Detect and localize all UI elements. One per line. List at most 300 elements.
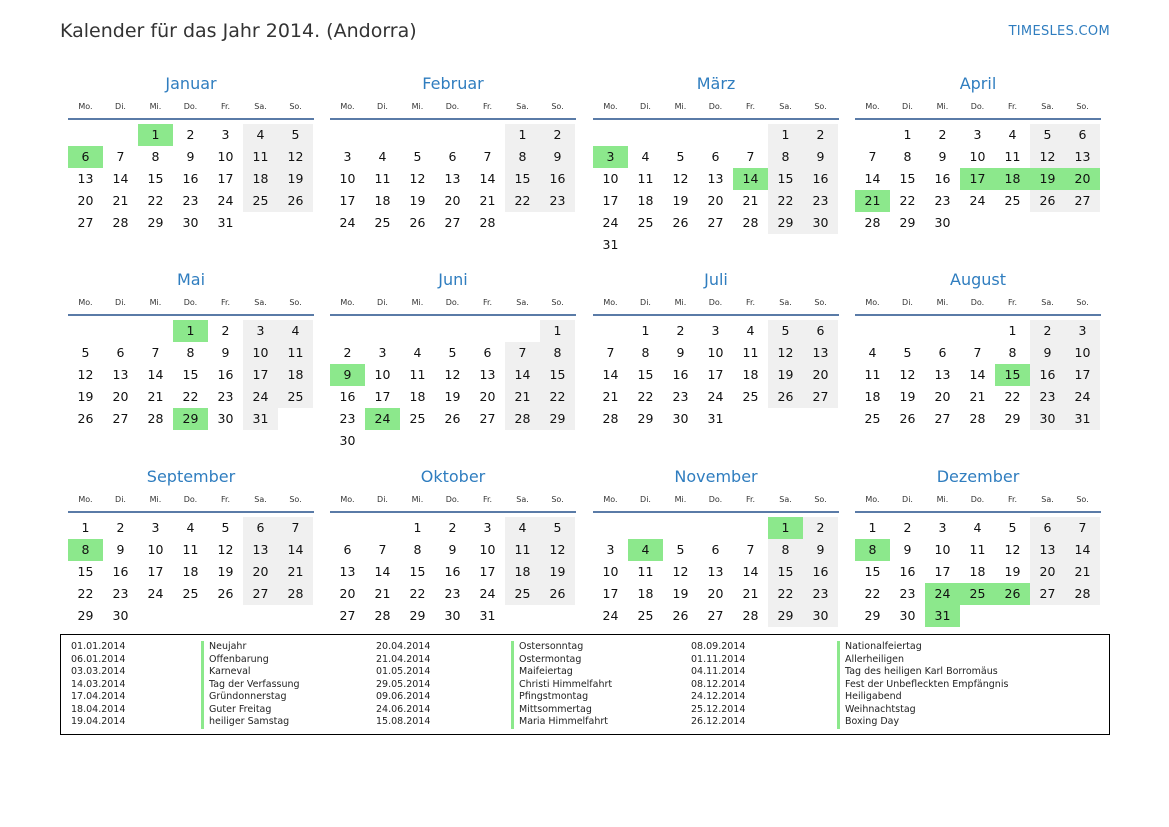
day-cell[interactable]: 12 <box>540 539 575 561</box>
day-cell[interactable]: 28 <box>602 411 619 426</box>
day-cell[interactable]: 12 <box>444 367 461 382</box>
day-cell[interactable]: 14 <box>505 364 540 386</box>
day-cell[interactable]: 21 <box>1065 561 1100 583</box>
day-cell[interactable]: 11 <box>278 342 313 364</box>
day-cell[interactable]: 29 <box>409 608 426 623</box>
day-cell[interactable]: 15 <box>182 367 199 382</box>
day-cell[interactable]: 14 <box>374 564 391 579</box>
day-cell[interactable]: 22 <box>899 193 916 208</box>
day-cell[interactable]: 8 <box>540 342 575 364</box>
day-cell[interactable]: 31 <box>602 237 619 252</box>
day-cell[interactable]: 24 <box>147 586 164 601</box>
day-cell[interactable]: 22 <box>540 386 575 408</box>
day-cell[interactable]: 2 <box>540 124 575 146</box>
day-cell[interactable]: 8 <box>505 146 540 168</box>
day-cell[interactable]: 5 <box>413 149 422 164</box>
day-cell[interactable]: 26 <box>672 215 689 230</box>
day-cell[interactable]: 20 <box>479 389 496 404</box>
day-cell[interactable]: 22 <box>409 586 426 601</box>
day-cell[interactable]: 1 <box>903 127 912 142</box>
day-cell[interactable]: 25 <box>505 583 540 605</box>
holiday-day-cell[interactable]: 18 <box>995 168 1030 190</box>
holiday-day-cell[interactable]: 26 <box>995 583 1030 605</box>
day-cell[interactable]: 5 <box>540 517 575 539</box>
day-cell[interactable]: 9 <box>938 149 947 164</box>
day-cell[interactable]: 18 <box>864 389 881 404</box>
day-cell[interactable]: 26 <box>672 608 689 623</box>
day-cell[interactable]: 25 <box>637 215 654 230</box>
day-cell[interactable]: 6 <box>1030 517 1065 539</box>
day-cell[interactable]: 22 <box>637 389 654 404</box>
day-cell[interactable]: 13 <box>479 367 496 382</box>
day-cell[interactable]: 16 <box>339 389 356 404</box>
day-cell[interactable]: 7 <box>483 149 492 164</box>
day-cell[interactable]: 15 <box>505 168 540 190</box>
day-cell[interactable]: 10 <box>602 171 619 186</box>
day-cell[interactable]: 20 <box>803 364 838 386</box>
day-cell[interactable]: 18 <box>374 193 391 208</box>
day-cell[interactable]: 16 <box>934 171 951 186</box>
day-cell[interactable]: 23 <box>1030 386 1065 408</box>
day-cell[interactable]: 12 <box>278 146 313 168</box>
day-cell[interactable]: 16 <box>112 564 129 579</box>
day-cell[interactable]: 27 <box>707 608 724 623</box>
day-cell[interactable]: 17 <box>707 367 724 382</box>
day-cell[interactable]: 3 <box>221 127 230 142</box>
day-cell[interactable]: 11 <box>637 171 654 186</box>
day-cell[interactable]: 27 <box>1065 190 1100 212</box>
day-cell[interactable]: 4 <box>278 320 313 342</box>
day-cell[interactable]: 15 <box>899 171 916 186</box>
day-cell[interactable]: 25 <box>1004 193 1021 208</box>
holiday-day-cell[interactable]: 19 <box>1030 168 1065 190</box>
holiday-day-cell[interactable]: 1 <box>173 320 208 342</box>
day-cell[interactable]: 4 <box>378 149 387 164</box>
day-cell[interactable]: 12 <box>672 564 689 579</box>
holiday-day-cell[interactable]: 17 <box>960 168 995 190</box>
day-cell[interactable]: 19 <box>540 561 575 583</box>
day-cell[interactable]: 6 <box>1065 124 1100 146</box>
day-cell[interactable]: 9 <box>448 542 457 557</box>
day-cell[interactable]: 20 <box>339 586 356 601</box>
day-cell[interactable]: 22 <box>1004 389 1021 404</box>
day-cell[interactable]: 8 <box>1008 345 1017 360</box>
holiday-day-cell[interactable]: 29 <box>173 408 208 430</box>
day-cell[interactable]: 27 <box>112 411 129 426</box>
day-cell[interactable]: 21 <box>479 193 496 208</box>
day-cell[interactable]: 13 <box>444 171 461 186</box>
day-cell[interactable]: 23 <box>217 389 234 404</box>
day-cell[interactable]: 13 <box>1065 146 1100 168</box>
day-cell[interactable]: 25 <box>278 386 313 408</box>
day-cell[interactable]: 22 <box>864 586 881 601</box>
day-cell[interactable]: 10 <box>934 542 951 557</box>
day-cell[interactable]: 5 <box>676 149 685 164</box>
day-cell[interactable]: 14 <box>969 367 986 382</box>
day-cell[interactable]: 2 <box>938 127 947 142</box>
day-cell[interactable]: 30 <box>182 215 199 230</box>
day-cell[interactable]: 24 <box>479 586 496 601</box>
day-cell[interactable]: 11 <box>243 146 278 168</box>
day-cell[interactable]: 18 <box>742 367 759 382</box>
day-cell[interactable]: 24 <box>243 386 278 408</box>
day-cell[interactable]: 31 <box>243 408 278 430</box>
day-cell[interactable]: 4 <box>413 345 422 360</box>
day-cell[interactable]: 20 <box>707 586 724 601</box>
day-cell[interactable]: 7 <box>278 517 313 539</box>
holiday-day-cell[interactable]: 15 <box>995 364 1030 386</box>
day-cell[interactable]: 21 <box>147 389 164 404</box>
day-cell[interactable]: 25 <box>409 411 426 426</box>
day-cell[interactable]: 28 <box>112 215 129 230</box>
day-cell[interactable]: 23 <box>182 193 199 208</box>
day-cell[interactable]: 16 <box>540 168 575 190</box>
day-cell[interactable]: 16 <box>803 168 838 190</box>
day-cell[interactable]: 16 <box>672 367 689 382</box>
day-cell[interactable]: 9 <box>803 539 838 561</box>
day-cell[interactable]: 7 <box>973 345 982 360</box>
day-cell[interactable]: 16 <box>803 561 838 583</box>
day-cell[interactable]: 11 <box>409 367 426 382</box>
day-cell[interactable]: 23 <box>803 190 838 212</box>
day-cell[interactable]: 26 <box>1030 190 1065 212</box>
day-cell[interactable]: 1 <box>768 124 803 146</box>
day-cell[interactable]: 24 <box>969 193 986 208</box>
day-cell[interactable]: 28 <box>505 408 540 430</box>
day-cell[interactable]: 9 <box>116 542 125 557</box>
day-cell[interactable]: 27 <box>1030 583 1065 605</box>
day-cell[interactable]: 26 <box>444 411 461 426</box>
day-cell[interactable]: 15 <box>409 564 426 579</box>
day-cell[interactable]: 26 <box>768 386 803 408</box>
day-cell[interactable]: 5 <box>768 320 803 342</box>
day-cell[interactable]: 7 <box>746 149 755 164</box>
day-cell[interactable]: 3 <box>1065 320 1100 342</box>
day-cell[interactable]: 30 <box>934 215 951 230</box>
day-cell[interactable]: 3 <box>711 323 720 338</box>
day-cell[interactable]: 12 <box>1004 542 1021 557</box>
day-cell[interactable]: 23 <box>540 190 575 212</box>
holiday-day-cell[interactable]: 9 <box>330 364 365 386</box>
day-cell[interactable]: 16 <box>899 564 916 579</box>
holiday-day-cell[interactable]: 20 <box>1065 168 1100 190</box>
day-cell[interactable]: 8 <box>151 149 160 164</box>
day-cell[interactable]: 1 <box>868 520 877 535</box>
day-cell[interactable]: 24 <box>707 389 724 404</box>
day-cell[interactable]: 19 <box>409 193 426 208</box>
day-cell[interactable]: 2 <box>116 520 125 535</box>
day-cell[interactable]: 24 <box>602 215 619 230</box>
day-cell[interactable]: 10 <box>1065 342 1100 364</box>
day-cell[interactable]: 28 <box>864 215 881 230</box>
day-cell[interactable]: 23 <box>672 389 689 404</box>
day-cell[interactable]: 15 <box>540 364 575 386</box>
day-cell[interactable]: 6 <box>711 149 720 164</box>
day-cell[interactable]: 26 <box>540 583 575 605</box>
day-cell[interactable]: 28 <box>374 608 391 623</box>
day-cell[interactable]: 11 <box>969 542 986 557</box>
day-cell[interactable]: 17 <box>339 193 356 208</box>
day-cell[interactable]: 13 <box>112 367 129 382</box>
day-cell[interactable]: 15 <box>768 168 803 190</box>
day-cell[interactable]: 5 <box>221 520 230 535</box>
day-cell[interactable]: 28 <box>1065 583 1100 605</box>
day-cell[interactable]: 12 <box>409 171 426 186</box>
day-cell[interactable]: 17 <box>602 193 619 208</box>
day-cell[interactable]: 18 <box>278 364 313 386</box>
day-cell[interactable]: 19 <box>672 193 689 208</box>
holiday-day-cell[interactable]: 1 <box>768 517 803 539</box>
day-cell[interactable]: 9 <box>221 345 230 360</box>
day-cell[interactable]: 18 <box>243 168 278 190</box>
day-cell[interactable]: 21 <box>602 389 619 404</box>
day-cell[interactable]: 30 <box>803 605 838 627</box>
day-cell[interactable]: 29 <box>1004 411 1021 426</box>
day-cell[interactable]: 28 <box>742 215 759 230</box>
day-cell[interactable]: 18 <box>637 586 654 601</box>
day-cell[interactable]: 29 <box>864 608 881 623</box>
day-cell[interactable]: 6 <box>448 149 457 164</box>
day-cell[interactable]: 15 <box>768 561 803 583</box>
day-cell[interactable]: 22 <box>768 583 803 605</box>
day-cell[interactable]: 11 <box>182 542 199 557</box>
day-cell[interactable]: 4 <box>243 124 278 146</box>
day-cell[interactable]: 7 <box>746 542 755 557</box>
day-cell[interactable]: 13 <box>707 564 724 579</box>
day-cell[interactable]: 8 <box>768 146 803 168</box>
day-cell[interactable]: 24 <box>1065 386 1100 408</box>
day-cell[interactable]: 4 <box>868 345 877 360</box>
day-cell[interactable]: 14 <box>742 564 759 579</box>
day-cell[interactable]: 29 <box>637 411 654 426</box>
day-cell[interactable]: 14 <box>479 171 496 186</box>
day-cell[interactable]: 14 <box>864 171 881 186</box>
day-cell[interactable]: 20 <box>112 389 129 404</box>
day-cell[interactable]: 20 <box>707 193 724 208</box>
day-cell[interactable]: 8 <box>413 542 422 557</box>
day-cell[interactable]: 10 <box>969 149 986 164</box>
day-cell[interactable]: 23 <box>112 586 129 601</box>
day-cell[interactable]: 30 <box>112 608 129 623</box>
day-cell[interactable]: 30 <box>1030 408 1065 430</box>
day-cell[interactable]: 21 <box>505 386 540 408</box>
day-cell[interactable]: 19 <box>1004 564 1021 579</box>
day-cell[interactable]: 8 <box>186 345 195 360</box>
day-cell[interactable]: 15 <box>864 564 881 579</box>
day-cell[interactable]: 29 <box>540 408 575 430</box>
day-cell[interactable]: 31 <box>1065 408 1100 430</box>
day-cell[interactable]: 12 <box>672 171 689 186</box>
day-cell[interactable]: 7 <box>1065 517 1100 539</box>
day-cell[interactable]: 1 <box>641 323 650 338</box>
day-cell[interactable]: 1 <box>505 124 540 146</box>
day-cell[interactable]: 20 <box>934 389 951 404</box>
day-cell[interactable]: 30 <box>672 411 689 426</box>
day-cell[interactable]: 17 <box>934 564 951 579</box>
day-cell[interactable]: 2 <box>186 127 195 142</box>
day-cell[interactable]: 9 <box>903 542 912 557</box>
day-cell[interactable]: 21 <box>112 193 129 208</box>
day-cell[interactable]: 25 <box>182 586 199 601</box>
day-cell[interactable]: 17 <box>602 586 619 601</box>
day-cell[interactable]: 15 <box>147 171 164 186</box>
day-cell[interactable]: 16 <box>182 171 199 186</box>
day-cell[interactable]: 3 <box>483 520 492 535</box>
day-cell[interactable]: 19 <box>77 389 94 404</box>
day-cell[interactable]: 21 <box>742 193 759 208</box>
day-cell[interactable]: 26 <box>217 586 234 601</box>
day-cell[interactable]: 14 <box>1065 539 1100 561</box>
day-cell[interactable]: 29 <box>768 212 803 234</box>
day-cell[interactable]: 25 <box>742 389 759 404</box>
holiday-day-cell[interactable]: 4 <box>628 539 663 561</box>
day-cell[interactable]: 28 <box>969 411 986 426</box>
day-cell[interactable]: 31 <box>217 215 234 230</box>
day-cell[interactable]: 3 <box>151 520 160 535</box>
day-cell[interactable]: 2 <box>803 124 838 146</box>
day-cell[interactable]: 6 <box>938 345 947 360</box>
day-cell[interactable]: 3 <box>606 542 615 557</box>
day-cell[interactable]: 10 <box>339 171 356 186</box>
day-cell[interactable]: 18 <box>182 564 199 579</box>
day-cell[interactable]: 3 <box>243 320 278 342</box>
day-cell[interactable]: 7 <box>378 542 387 557</box>
day-cell[interactable]: 23 <box>803 583 838 605</box>
day-cell[interactable]: 24 <box>339 215 356 230</box>
day-cell[interactable]: 6 <box>711 542 720 557</box>
day-cell[interactable]: 26 <box>899 411 916 426</box>
day-cell[interactable]: 13 <box>934 367 951 382</box>
day-cell[interactable]: 19 <box>768 364 803 386</box>
day-cell[interactable]: 22 <box>768 190 803 212</box>
day-cell[interactable]: 13 <box>707 171 724 186</box>
day-cell[interactable]: 12 <box>1030 146 1065 168</box>
day-cell[interactable]: 30 <box>803 212 838 234</box>
day-cell[interactable]: 27 <box>479 411 496 426</box>
day-cell[interactable]: 12 <box>899 367 916 382</box>
day-cell[interactable]: 20 <box>243 561 278 583</box>
day-cell[interactable]: 10 <box>243 342 278 364</box>
day-cell[interactable]: 7 <box>151 345 160 360</box>
day-cell[interactable]: 14 <box>278 539 313 561</box>
day-cell[interactable]: 23 <box>339 411 356 426</box>
day-cell[interactable]: 10 <box>707 345 724 360</box>
day-cell[interactable]: 5 <box>676 542 685 557</box>
day-cell[interactable]: 6 <box>803 320 838 342</box>
day-cell[interactable]: 18 <box>969 564 986 579</box>
day-cell[interactable]: 23 <box>444 586 461 601</box>
day-cell[interactable]: 19 <box>278 168 313 190</box>
day-cell[interactable]: 26 <box>409 215 426 230</box>
day-cell[interactable]: 9 <box>540 146 575 168</box>
day-cell[interactable]: 31 <box>707 411 724 426</box>
day-cell[interactable]: 21 <box>742 586 759 601</box>
holiday-day-cell[interactable]: 21 <box>855 190 890 212</box>
day-cell[interactable]: 23 <box>934 193 951 208</box>
day-cell[interactable]: 9 <box>803 146 838 168</box>
day-cell[interactable]: 13 <box>77 171 94 186</box>
day-cell[interactable]: 27 <box>77 215 94 230</box>
day-cell[interactable]: 16 <box>444 564 461 579</box>
day-cell[interactable]: 1 <box>413 520 422 535</box>
day-cell[interactable]: 24 <box>217 193 234 208</box>
day-cell[interactable]: 27 <box>934 411 951 426</box>
day-cell[interactable]: 17 <box>147 564 164 579</box>
day-cell[interactable]: 1 <box>1008 323 1017 338</box>
day-cell[interactable]: 12 <box>77 367 94 382</box>
day-cell[interactable]: 21 <box>278 561 313 583</box>
day-cell[interactable]: 2 <box>448 520 457 535</box>
day-cell[interactable]: 28 <box>742 608 759 623</box>
holiday-day-cell[interactable]: 24 <box>365 408 400 430</box>
day-cell[interactable]: 3 <box>938 520 947 535</box>
day-cell[interactable]: 30 <box>899 608 916 623</box>
day-cell[interactable]: 1 <box>81 520 90 535</box>
day-cell[interactable]: 5 <box>1008 520 1017 535</box>
day-cell[interactable]: 26 <box>278 190 313 212</box>
day-cell[interactable]: 9 <box>186 149 195 164</box>
day-cell[interactable]: 29 <box>147 215 164 230</box>
day-cell[interactable]: 12 <box>768 342 803 364</box>
day-cell[interactable]: 15 <box>77 564 94 579</box>
day-cell[interactable]: 30 <box>339 433 356 448</box>
holiday-day-cell[interactable]: 14 <box>733 168 768 190</box>
day-cell[interactable]: 13 <box>339 564 356 579</box>
day-cell[interactable]: 10 <box>479 542 496 557</box>
holiday-day-cell[interactable]: 8 <box>68 539 103 561</box>
day-cell[interactable]: 25 <box>243 190 278 212</box>
day-cell[interactable]: 18 <box>637 193 654 208</box>
day-cell[interactable]: 17 <box>243 364 278 386</box>
day-cell[interactable]: 14 <box>602 367 619 382</box>
day-cell[interactable]: 5 <box>81 345 90 360</box>
day-cell[interactable]: 20 <box>444 193 461 208</box>
day-cell[interactable]: 17 <box>479 564 496 579</box>
holiday-day-cell[interactable]: 31 <box>925 605 960 627</box>
day-cell[interactable]: 27 <box>707 215 724 230</box>
day-cell[interactable]: 13 <box>1030 539 1065 561</box>
day-cell[interactable]: 2 <box>676 323 685 338</box>
day-cell[interactable]: 2 <box>343 345 352 360</box>
day-cell[interactable]: 11 <box>742 345 759 360</box>
holiday-day-cell[interactable]: 24 <box>925 583 960 605</box>
day-cell[interactable]: 27 <box>243 583 278 605</box>
day-cell[interactable]: 19 <box>444 389 461 404</box>
day-cell[interactable]: 10 <box>374 367 391 382</box>
day-cell[interactable]: 2 <box>803 517 838 539</box>
day-cell[interactable]: 8 <box>903 149 912 164</box>
holiday-day-cell[interactable]: 25 <box>960 583 995 605</box>
day-cell[interactable]: 2 <box>1030 320 1065 342</box>
day-cell[interactable]: 28 <box>147 411 164 426</box>
day-cell[interactable]: 14 <box>112 171 129 186</box>
day-cell[interactable]: 10 <box>217 149 234 164</box>
holiday-day-cell[interactable]: 8 <box>855 539 890 561</box>
day-cell[interactable]: 6 <box>343 542 352 557</box>
day-cell[interactable]: 6 <box>243 517 278 539</box>
day-cell[interactable]: 4 <box>186 520 195 535</box>
day-cell[interactable]: 6 <box>483 345 492 360</box>
day-cell[interactable]: 10 <box>147 542 164 557</box>
day-cell[interactable]: 26 <box>77 411 94 426</box>
day-cell[interactable]: 5 <box>903 345 912 360</box>
day-cell[interactable]: 7 <box>868 149 877 164</box>
day-cell[interactable]: 9 <box>676 345 685 360</box>
day-cell[interactable]: 29 <box>77 608 94 623</box>
day-cell[interactable]: 4 <box>641 149 650 164</box>
day-cell[interactable]: 4 <box>973 520 982 535</box>
day-cell[interactable]: 5 <box>278 124 313 146</box>
